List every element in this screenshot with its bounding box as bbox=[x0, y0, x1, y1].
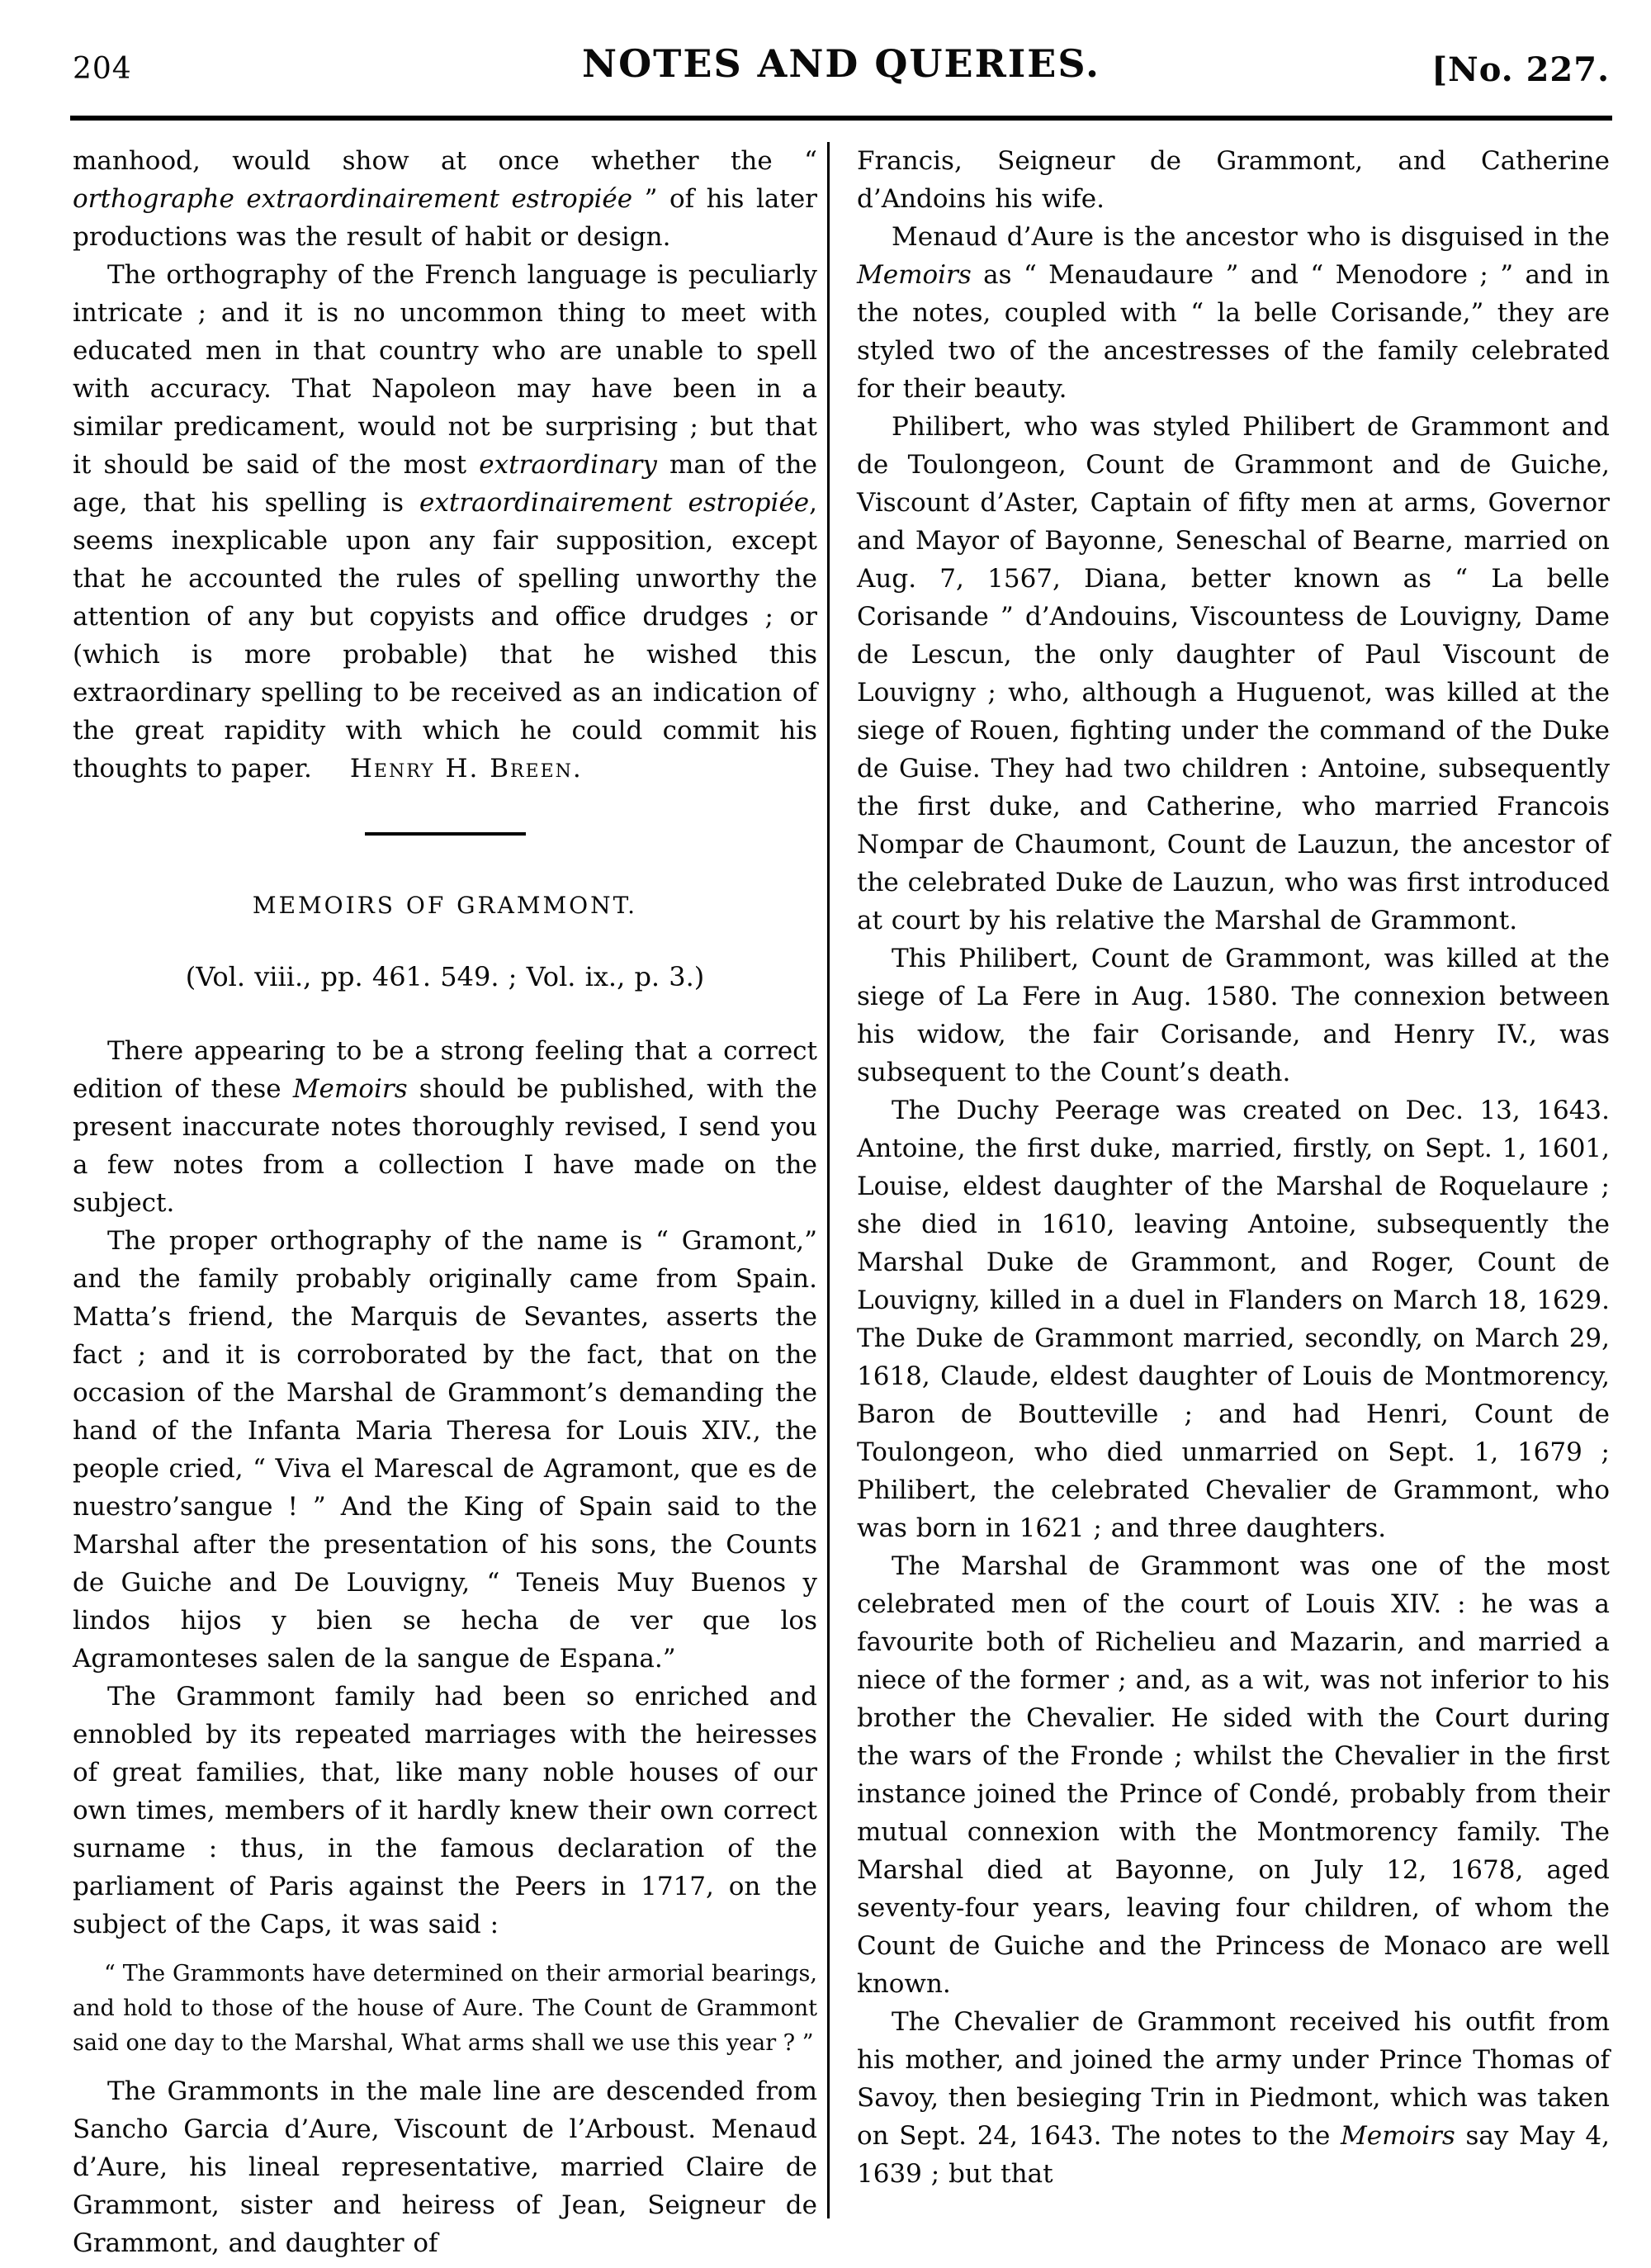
paragraph-strong-feeling: There appearing to be a strong feeling that a correct edition of these Memoirs should be published, with the present inaccurate notes thoroughly revised, I send you a few notes from a collection I have made on the subject. bbox=[73, 1036, 818, 1218]
header-rule bbox=[70, 116, 1612, 121]
right-column bbox=[857, 142, 1610, 2268]
paragraph-family-enriched: The Grammont family had been so enriched and ennobled by its repeated marriages with the heiresses of great families, that, like many noble houses of our own times, members of it hardly knew their own correct surname : thus, in the famous declaration of the parliament of Paris against the Peers in 1717, on the subject of the Caps, it was said : bbox=[73, 1682, 817, 1939]
paragraph-manhood: manhood, would show at once whether the “ orthographe extraordinairement estropiée ” of his later productions was the result of habit or design. bbox=[73, 146, 817, 252]
paragraph-orthography: The orthography of the French language is peculiarly intricate ; and it is no uncommon thing to meet with educated men in that country who are unable to spell with accuracy. That Napoleon may have been in a similar predicament, would not be surprising ; but that it should be said of the most extraordinary man of the age, that his spelling is extraordinairement estropiée, seems inexplicable upon any fair supposition, except that he accounted the rules of spelling unworthy the attention of any but copyists and office drudges ; or (which is more probable) that he wished this extraordinary spelling to be received as an indication of the great rapidity with which he could commit his thoughts to paper. Henry H. Breen. bbox=[73, 260, 817, 784]
page-header bbox=[73, 28, 1610, 89]
paragraph-menaud-ancestor: Menaud d’Aure is the ancestor who is disguised in the Memoirs as “ Menaudaure ” and “ Menodore ; ” and in the notes, coupled with “ la belle Corisande,” they are styled two of the ancestresses of the family celebrated for their beauty. bbox=[857, 222, 1610, 404]
left-column bbox=[73, 142, 817, 2268]
paragraph-proper-orthography: The proper orthography of the name is “ Gramont,” and the family probably originally came from Spain. Matta’s friend, the Marquis de Sevantes, asserts the fact ; and it is corroborated by the fact, that on the occasion of the Marshal de Grammont’s demanding the hand of the Infanta Maria Theresa for Louis XIV., the people cried, “ Viva el Marescal de Agramont, que es de nuestro’sangue ! ” And the King of Spain said to the Marshal after the presentation of his sons, the Counts de Guiche and De Louvigny, “ Teneis Muy Buenos y lindos hijos y bien se hecha de ver que los Agramonteses salen de la sangue de Espana.” bbox=[73, 1226, 817, 1674]
issue-number: [No. 227. bbox=[1431, 50, 1610, 89]
paragraph-this-philibert: This Philibert, Count de Grammont, was killed at the siege of La Fere in Aug. 1580. The connexion between his widow, the fair Corisande, and Henry IV., was subsequent to the Count’s death. bbox=[857, 944, 1610, 1087]
section-divider-rule bbox=[365, 832, 526, 836]
paragraph-male-line: The Grammonts in the male line are descended from Sancho Garcia d’Aure, Viscount de l’Arboust. Menaud d’Aure, his lineal representative, married Claire de Grammont, sister and heiress of Jean, Seigneur de Grammont, and daughter of bbox=[73, 2076, 817, 2258]
blockquote-armorial-bearings: “ The Grammonts have determined on their armorial bearings, and hold to those of the house of Aure. The Count de Grammont said one day to the Marshal, What arms shall we use this year ? ” bbox=[73, 1961, 817, 2056]
page-number: 204 bbox=[73, 52, 132, 86]
column-divider-line bbox=[827, 142, 830, 2218]
paragraph-duchy-peerage: The Duchy Peerage was created on Dec. 13, 1643. Antoine, the first duke, married, firstly, on Sept. 1, 1601, Louise, eldest daughter of the Marshal de Roquelaure ; she died in 1610, leaving Antoine, subsequently the Marshal Duke de Grammont, and Roger, Count de Louvigny, killed in a duel in Flanders on March 18, 1629. The Duke de Grammont married, secondly, on March 29, 1618, Claude, eldest daughter of Louis de Montmorency, Baron de Boutteville ; and had Henri, Count de Toulongeon, who died unmarried on Sept. 1, 1679 ; Philibert, the celebrated Chevalier de Grammont, who was born in 1621 ; and three daughters. bbox=[857, 1096, 1610, 1543]
journal-title: NOTES AND QUERIES. bbox=[582, 41, 1100, 86]
paragraph-chevalier-outfit: The Chevalier de Grammont received his outfit from his mother, and joined the army under Prince Thomas of Savoy, then besieging Trin in Piedmont, which was taken on Sept. 24, 1643. The notes to the Memoirs say May 4, 1639 ; but that bbox=[857, 2007, 1611, 2189]
paragraph-philibert: Philibert, who was styled Philibert de Grammont and de Toulongeon, Count de Grammont and de Guiche, Viscount d’Aster, Captain of fifty men at arms, Governor and Mayor of Bayonne, Seneschal of Bearne, married on Aug. 7, 1567, Diana, better known as “ La belle Corisande ” d’Andouins, Viscountess de Louvigny, Dame de Lescun, the only daughter of Paul Viscount de Louvigny ; who, although a Huguenot, was killed at the siege of Rouen, fighting under the command of the Duke de Guise. They had two children : Antoine, subsequently the first duke, and Catherine, who married Francois Nompar de Chaumont, Count de Lauzun, the ancestor of the celebrated Duke de Lauzun, who was first introduced at court by his relative the Marshal de Grammont. bbox=[857, 412, 1610, 935]
paragraph-marshal-grammont: The Marshal de Grammont was one of the most celebrated men of the court of Louis XIV. : he was a favourite both of Richelieu and Mazarin, and married a niece of the former ; and, as a wit, was not inferior to his brother the Chevalier. He sided with the Court during the wars of the Fronde ; whilst the Chevalier in the first instance joined the Prince of Condé, probably from their mutual connexion with the Montmorency family. The Marshal died at Bayonne, on July 12, 1678, aged seventy-four years, leaving four children, of whom the Count de Guiche and the Princess de Monaco are well known. bbox=[857, 1551, 1610, 1999]
article-volume-reference: (Vol. viii., pp. 461. 549. ; Vol. ix., p. 3.) bbox=[185, 961, 705, 992]
two-column-text-area bbox=[73, 142, 1610, 2268]
article-heading: MEMOIRS OF GRAMMONT. bbox=[252, 892, 638, 919]
paragraph-francis: Francis, Seigneur de Grammont, and Catherine d’Andoins his wife. bbox=[857, 146, 1610, 214]
